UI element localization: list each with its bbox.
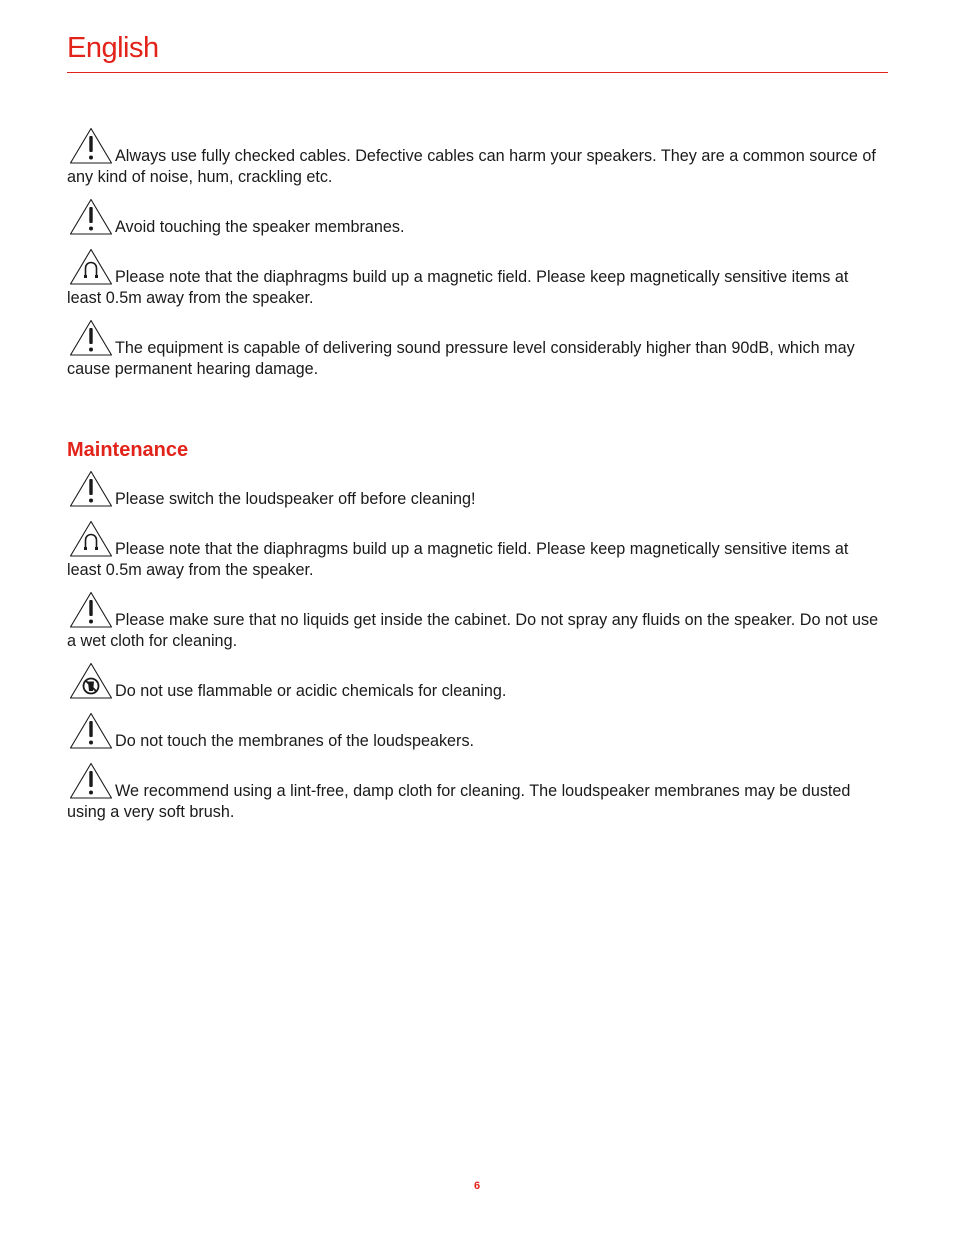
maintenance-note-text: Please note that the diaphragms build up a magnetic field. Please keep magnetically sensitive items at least 0.5m away from the speaker.	[67, 540, 849, 579]
no-chemicals-icon	[68, 662, 114, 700]
maintenance-note-text: Do not use flammable or acidic chemicals for cleaning.	[115, 682, 507, 700]
title-divider	[67, 72, 888, 73]
warning-exclamation-icon	[68, 198, 114, 236]
page-title: English	[67, 32, 159, 64]
maintenance-note	[67, 538, 879, 581]
safety-note-text: Always use fully checked cables. Defective cables can harm your speakers. They are a common source of any kind of noise, hum, crackling etc.	[67, 147, 876, 186]
maintenance-note-text: Do not touch the membranes of the loudspeakers.	[115, 732, 475, 750]
warning-exclamation-icon	[68, 762, 114, 800]
maintenance-heading: Maintenance	[67, 439, 189, 461]
safety-note	[67, 266, 879, 309]
warning-exclamation-icon	[68, 127, 114, 165]
warning-exclamation-icon	[68, 470, 114, 508]
safety-note-text: Avoid touching the speaker membranes.	[115, 218, 405, 236]
safety-note-text: Please note that the diaphragms build up a magnetic field. Please keep magnetically sensitive items at least 0.5m away from the speaker.	[67, 268, 849, 307]
maintenance-note	[67, 680, 879, 702]
safety-note	[67, 216, 879, 238]
magnetic-field-icon	[68, 520, 114, 558]
maintenance-note-text: We recommend using a lint-free, damp cloth for cleaning. The loudspeaker membranes may be dusted using a very soft brush.	[67, 782, 851, 821]
maintenance-note	[67, 730, 879, 752]
maintenance-note	[67, 780, 879, 823]
safety-note	[67, 337, 879, 380]
magnetic-field-icon	[68, 248, 114, 286]
maintenance-note-text: Please switch the loudspeaker off before cleaning!	[115, 490, 476, 508]
warning-exclamation-icon	[68, 319, 114, 357]
page-number: 6	[473, 1180, 481, 1192]
safety-note	[67, 145, 879, 188]
safety-note-text: The equipment is capable of delivering sound pressure level considerably higher than 90dB, which may cause permanent hearing damage.	[67, 339, 855, 378]
warning-exclamation-icon	[68, 712, 114, 750]
maintenance-note	[67, 609, 879, 652]
warning-exclamation-icon	[68, 591, 114, 629]
maintenance-note	[67, 488, 879, 510]
maintenance-note-text: Please make sure that no liquids get inside the cabinet. Do not spray any fluids on the speaker. Do not use a wet cloth for cleaning.	[67, 611, 879, 650]
